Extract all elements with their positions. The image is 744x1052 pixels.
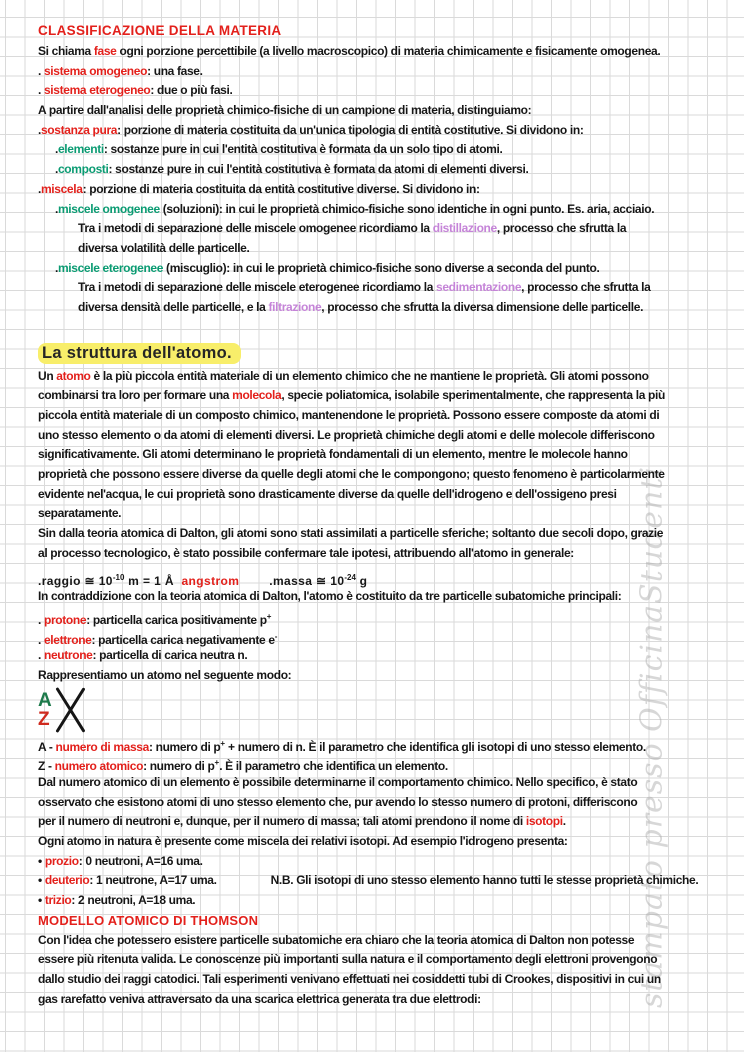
text-line: • deuterio: 1 neutrone, A=17 uma. N.B. Gli isotopi di uno stesso elemento hanno tutti le stesse proprietà chimiche. bbox=[38, 873, 699, 888]
section-heading: MODELLO ATOMICO DI THOMSON bbox=[38, 912, 259, 928]
text-line: In contraddizione con la teoria atomica di Dalton, l'atomo è costituito da tre particelle subatomiche principali: bbox=[38, 589, 622, 604]
text-line: .composti: sostanze pure in cui l'entità costitutiva è formata da atomi di elementi diversi. bbox=[55, 162, 529, 177]
mass-number-letter: A bbox=[38, 689, 52, 711]
text-line: Si chiama fase ogni porzione percettibile (a livello macroscopico) di materia chimicamente e fisicamente omogenea. bbox=[38, 44, 661, 58]
text-line: proprietà che possono essere diverse da quelle degli atomi che le compongono; questo fenomeno è particolarmente bbox=[38, 467, 665, 482]
text-line: • trizio: 2 neutroni, A=18 uma. bbox=[38, 893, 196, 908]
isotope-symbol bbox=[38, 686, 744, 734]
text-line: . neutrone: particella di carica neutra n. bbox=[38, 648, 248, 663]
text-line: Con l'idea che potessero esistere particelle subatomiche era chiaro che la teoria atomica di Dalton non potesse bbox=[38, 932, 635, 947]
text-line: significativamente. Gli atomi determinano le proprietà fondamentali di un elemento, mentre le molecole hanno bbox=[38, 447, 628, 462]
text-line: . elettrone: particella carica negativamente e- bbox=[38, 631, 278, 647]
text-line: .miscele omogenee (soluzioni): in cui le proprietà chimico-fisiche sono identiche in ogni punto. Es. aria, acciaio. bbox=[55, 201, 655, 216]
text-line: .miscela: porzione di materia costituita da entità costitutive diverse. Si dividono in: bbox=[38, 181, 480, 196]
text-line: A partire dall'analisi delle proprietà chimico-fisiche di un campione di materia, distinguiamo: bbox=[38, 103, 532, 118]
text-line: Rappresentiamo un atomo nel seguente modo: bbox=[38, 667, 292, 682]
text-line: combinarsi tra loro per formare una molecola, specie poliatomica, isolabile sperimentalmente, che rappresenta la più bbox=[38, 388, 665, 403]
text-line: . protone: particella carica positivamente p+ bbox=[38, 611, 272, 627]
element-x-letter bbox=[53, 687, 87, 733]
text-line: .miscele eterogenee (miscuglio): in cui le proprietà chimico-fisiche sono diverse a seconda del punto. bbox=[55, 260, 600, 275]
text-line: diversa densità delle particelle, e la filtrazione, processo che sfrutta la diversa dimensione delle particelle. bbox=[78, 299, 644, 314]
text-line: . sistema eterogeneo: due o più fasi. bbox=[38, 83, 233, 98]
text-line: Dal numero atomico di un elemento è possibile determinarne il comportamento chimico. Nello specifico, è stato bbox=[38, 775, 638, 789]
text-line: Z - numero atomico: numero di p+. È il parametro che identifica un elemento. bbox=[38, 758, 448, 774]
text-line: A - numero di massa: numero di p+ + numero di n. È il parametro che identifica gli isotopi di uno stesso elemento. bbox=[38, 738, 646, 754]
atomic-number-letter: Z bbox=[38, 708, 50, 730]
nb-note: N.B. Gli isotopi di uno stesso elemento hanno tutti le stesse proprietà chimiche. bbox=[270, 873, 699, 888]
az-column bbox=[38, 691, 52, 729]
text-line: gas rarefatto veniva attraversato da una scarica elettrica generata tra due elettrodi: bbox=[38, 991, 481, 1006]
text-line: essere più ritenuta valida. Le conoscenze più importanti sulla natura e il comportamento degli elettroni provengono bbox=[38, 952, 658, 967]
text-line: Tra i metodi di separazione delle miscele eterogenee ricordiamo la sedimentazione, processo che sfrutta la bbox=[78, 280, 651, 295]
text-line: al processo tecnologico, è stato possibile confermare tale ipotesi, attribuendo all'atomo in generale: bbox=[38, 545, 574, 560]
watermark: stampato presso OfficinaStudenti bbox=[634, 465, 670, 1009]
text-line: Un atomo è la più piccola entità materiale di un elemento chimico che ne mantiene le proprietà. Gli atomi possono bbox=[38, 368, 649, 383]
text-line: piccola entità materiale di un composto chimico, mantenendone le proprietà. Possono essere composte da atomi di bbox=[38, 408, 660, 422]
text-line: diversa volatilità delle particelle. bbox=[78, 240, 250, 255]
text-line: Tra i metodi di separazione delle miscele omogenee ricordiamo la distillazione, processo che sfrutta la bbox=[78, 221, 627, 236]
formula-line: .raggio ≅ $10^{-10}$ m = 1 Å angstrom .massa ≅ $10^{-24}$ g bbox=[38, 572, 368, 588]
text-line: • prozio: 0 neutroni, A=16 uma. bbox=[38, 853, 203, 868]
topic-heading: La struttura dell'atomo. bbox=[38, 340, 744, 367]
text-line: .sostanza pura: porzione di materia costituita da un'unica tipologia di entità costitutive. Si dividono in: bbox=[38, 122, 584, 137]
text-line: dallo studio dei raggi catodici. Tali esperimenti venivano effettuati nei cosiddetti tubi di Crookes, dispositivi in cui un bbox=[38, 971, 661, 986]
text-line: osservato che esistono atomi di uno stesso elemento che, pur avendo lo stesso numero di protoni, differiscono bbox=[38, 794, 638, 809]
text-line: per il numero di neutroni e, dunque, per il numero di massa; tali atomi prendono il nome di isotopi. bbox=[38, 814, 566, 829]
text-line: .elementi: sostanze pure in cui l'entità costitutiva è formata da un solo tipo di atomi. bbox=[55, 142, 503, 157]
page-title: CLASSIFICAZIONE DELLA MATERIA bbox=[38, 23, 282, 38]
text-line: . sistema omogeneo: una fase. bbox=[38, 63, 203, 78]
text-line: uno stesso elemento o da atomi di elementi diversi. Le proprietà chimiche degli atomi e delle molecole differiscono bbox=[38, 427, 655, 442]
text-line: separatamente. bbox=[38, 506, 122, 521]
text-line: Sin dalla teoria atomica di Dalton, gli atomi sono stati assimilati a particelle sferiche; soltanto due secoli dopo, grazie bbox=[38, 526, 664, 541]
text-line: Ogni atomo in natura è presente come miscela dei relativi isotopi. Ad esempio l'idrogeno presenta: bbox=[38, 834, 568, 849]
text-line: evidente nel'acqua, le cui proprietà sono drasticamente diverse da quelle dell'idrogeno e dell'ossigeno presi bbox=[38, 486, 617, 501]
